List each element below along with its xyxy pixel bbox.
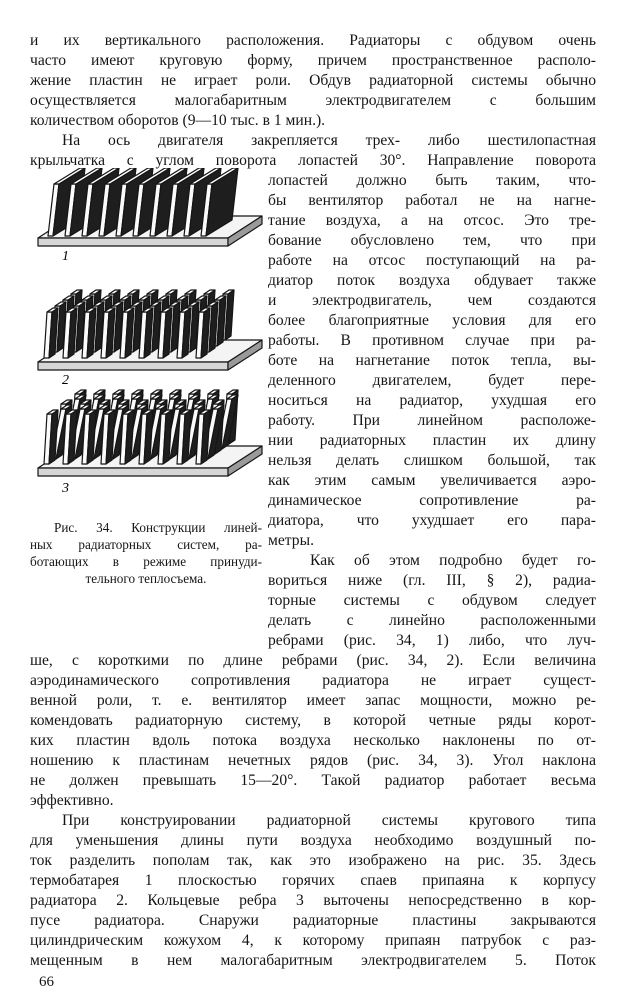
text-line: комендовать радиаторную систему, в которой четные ряды корот-: [30, 712, 596, 729]
figure-label-3: 3: [62, 481, 69, 496]
text-line: ких пластин вдоль потока воздуха несколько наклонены по от-: [30, 732, 596, 749]
text-line: ношению к пластинам нечетных рядов (рис. 34, 3). Угол наклона: [30, 752, 596, 769]
figure-caption-line: тельного теплосъема.: [85, 571, 207, 586]
text-line: лопастей должно быть таким, что-: [268, 172, 596, 189]
text-line: деленного двигателем, будет пере-: [268, 372, 596, 389]
text-line: боте на нагнетание поток тепла, вы-: [268, 352, 596, 369]
text-line: диатора, что ухудшает его пара-: [268, 512, 596, 529]
text-line: жение пластин не играет роли. Обдув радиаторной системы обычно: [30, 72, 596, 89]
text-line: тание воздуха, а на отсос. Это тре-: [268, 212, 596, 229]
text-line: На ось двигателя закрепляется трех- либо шестилопастная: [62, 132, 596, 149]
radiator-1-drawing: [38, 168, 262, 246]
text-line: Как об этом подробно будет го-: [310, 552, 596, 569]
text-line: аэродинамического сопротивления радиатора не играет сущест-: [30, 672, 596, 689]
radiator-3-drawing: [38, 390, 262, 476]
text-line: венной роли, т. е. вентилятор имеет запас мощности, можно ре-: [30, 692, 596, 709]
text-line: пусе радиатора. Снаружи радиаторные пластины закрываются: [30, 912, 596, 929]
page-number: 66: [39, 974, 54, 990]
text-line: и их вертикального расположения. Радиаторы с обдувом очень: [30, 32, 596, 49]
radiator-figure: [30, 168, 266, 514]
text-line: эффективно.: [30, 792, 114, 809]
text-line: радиатора 2. Кольцевые ребра 3 выточены непосредственно в кор-: [30, 892, 596, 909]
text-line: термобатарея 1 плоскостью горячих спаев припаяна к корпусу: [30, 872, 596, 889]
text-line: как этим самым увеличивается аэро-: [268, 472, 596, 489]
text-line: бование обусловлено тем, что при: [268, 232, 596, 249]
figure-label-2: 2: [62, 373, 69, 388]
text-line: более благоприятные условия для его: [268, 312, 596, 329]
text-line: цилиндрическим кожухом 4, к которому припаян патрубок с раз-: [30, 932, 596, 949]
text-line: ток разделить пополам так, как это изображено на рис. 35. Здесь: [30, 852, 596, 869]
text-line: работе на отсос поступающий на ра-: [268, 252, 596, 269]
text-line: нии радиаторных пластин их длину: [268, 432, 596, 449]
text-line: носиться на радиатор, ухудшая его: [268, 392, 596, 409]
figure-label-1: 1: [62, 249, 69, 264]
text-line: нельзя делать слишком большой, так: [268, 452, 596, 469]
text-line: ше, с короткими по длине ребрами (рис. 34, 2). Если величина: [30, 652, 596, 669]
text-line: делать с линейно расположенными: [268, 612, 596, 629]
text-line: работы. В противном случае при ра-: [268, 332, 596, 349]
text-line: метры.: [268, 532, 314, 549]
radiator-2-drawing: [38, 290, 262, 370]
text-line: и электродвигатель, чем создаются: [268, 292, 596, 309]
text-line: не должен превышать 15—20°. Такой радиатор работает весьма: [30, 772, 596, 789]
text-line: ребрами (рис. 34, 1) либо, что луч-: [268, 632, 596, 649]
text-line: крыльчатка с углом поворота лопастей 30°. Направление поворота: [30, 152, 596, 169]
text-line: для уменьшения длины пути воздуха необходимо воздушный по-: [30, 832, 596, 849]
text-line: осуществляется малогабаритным электродвигателем с большим: [30, 92, 596, 109]
text-line: вориться ниже (гл. III, § 2), радиа-: [268, 572, 596, 589]
text-line: мещенным в нем малогабаритным электродвигателем 5. Поток: [30, 952, 596, 969]
text-line: диатор поток воздуха обдувает также: [268, 272, 596, 289]
text-line: часто имеют круговую форму, причем пространственное располо-: [30, 52, 596, 69]
text-line: динамическое сопротивление ра-: [268, 492, 596, 509]
text-line: При конструировании радиаторной системы кругового типа: [62, 812, 596, 829]
figure-caption-line: ботающих в режиме принуди-: [30, 554, 262, 569]
text-line: количеством оборотов (9—10 тыс. в 1 мин.).: [30, 112, 326, 129]
figure-caption-line: ных радиаторных систем, ра-: [30, 537, 262, 552]
figure-caption-line: Рис. 34. Конструкции линей-: [54, 520, 262, 535]
text-line: торные системы с обдувом следует: [268, 592, 596, 609]
text-line: бы вентилятор работал не на нагне-: [268, 192, 596, 209]
text-line: работу. При линейном расположе-: [268, 412, 596, 429]
